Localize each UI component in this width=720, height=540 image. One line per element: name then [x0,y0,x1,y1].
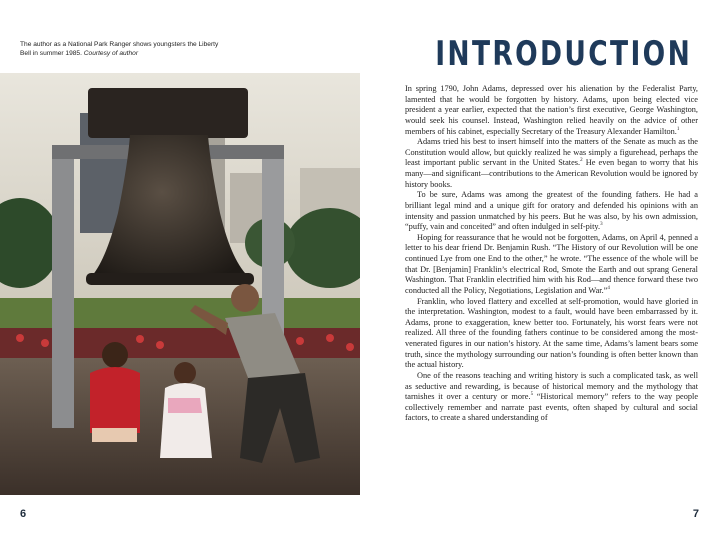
chapter-heading: INTRODUCTION [435,34,693,74]
liberty-bell-photo [0,73,360,495]
page-number-right: 7 [692,508,699,520]
footnote-ref: 4 [607,286,610,292]
caption-text: The author as a National Park Ranger shows youngsters the Liberty Bell in summer 1985. [20,41,219,57]
paragraph-1: In spring 1790, John Adams, depressed over his alienation by the Federalist Party, lamented that he would be forgotten by history. Adams, upon being elected vice president a year earlier, expected that the nation’s first executive, George Washington, would seek his counsel. Instead, Washington relied heavily on the advice of other members of his cabinet, especially Secretary of the Treasury Alexander Hamilton.$^1$ [405,84,698,136]
footnote-ref: 2 [580,158,583,164]
paragraph-2: Adams tried his best to insert himself into the matters of the Senate as much as the Constitution would allow, but quickly realized he was simply a figurehead, perhaps the least important public servant in the United States.$^2$ He even began to worry that his many—and significant—contributions to the American Revolution would be ignored by history books. [405,137,698,189]
paragraph-5: Franklin, who loved flattery and excelled at self-promotion, would have gloried in the interpretation. Washington, modest to a fault, would have been embarrassed by it. Adams, prone to exaggeration, knew better too. Fortunately, his worst fears were not realized. All three of the founding fathers continue to be considered among the most-venerated figures in our nation’s history. At the same time, Adams’s lament bears some truth, since the mythology surrounding our nation’s founding is often better known than the actual history. [405,296,698,370]
paragraph-3: To be sure, Adams was among the greatest of the founding fathers. He had a brilliant legal mind and a unique gift for oratory and defended his opinions with an intensity and passion unmatched by his peers. But he was also, by his own admission, “puffy, vain and conceited” and often indulged in self-pity.$^3$ [405,190,698,232]
paragraph-6: One of the reasons teaching and writing history is such a complicated task, as well as seductive and rewarding, is because of historical memory and the mythology that tarnishes it over a century or more.$^5$ “Historical memory” refers to the way people collectively remember and narrate past events, often shaped by cultural and social factors, to create a shared understanding of [405,370,698,423]
footnote-ref: 3 [600,222,603,228]
right-page [360,0,720,540]
footnote-ref: 5 [530,392,534,398]
caption-credit: Courtesy of author [83,49,139,57]
body-text [405,84,698,424]
page-number-left: 6 [20,508,27,520]
photo-illustration [0,73,360,495]
footnote-ref: 1 [676,126,680,132]
photo-caption [20,41,220,58]
paragraph-4: Hoping for reassurance that he would not be forgotten, Adams, on April 4, penned a letter to his dear friend Dr. Benjamin Rush. “The History of our Revolution will be one continued Lye from one End to the other,” he wrote. “The essence of the whole will be that Dr. [Benjamin] Franklin’s electrical Rod, Smote the Earth and out sprang General Washington. That Franklin electrified him with his Rod—and thence forward these two conducted all the Policy, Negotiations, Legislation and War.”$^4$ [405,232,698,295]
